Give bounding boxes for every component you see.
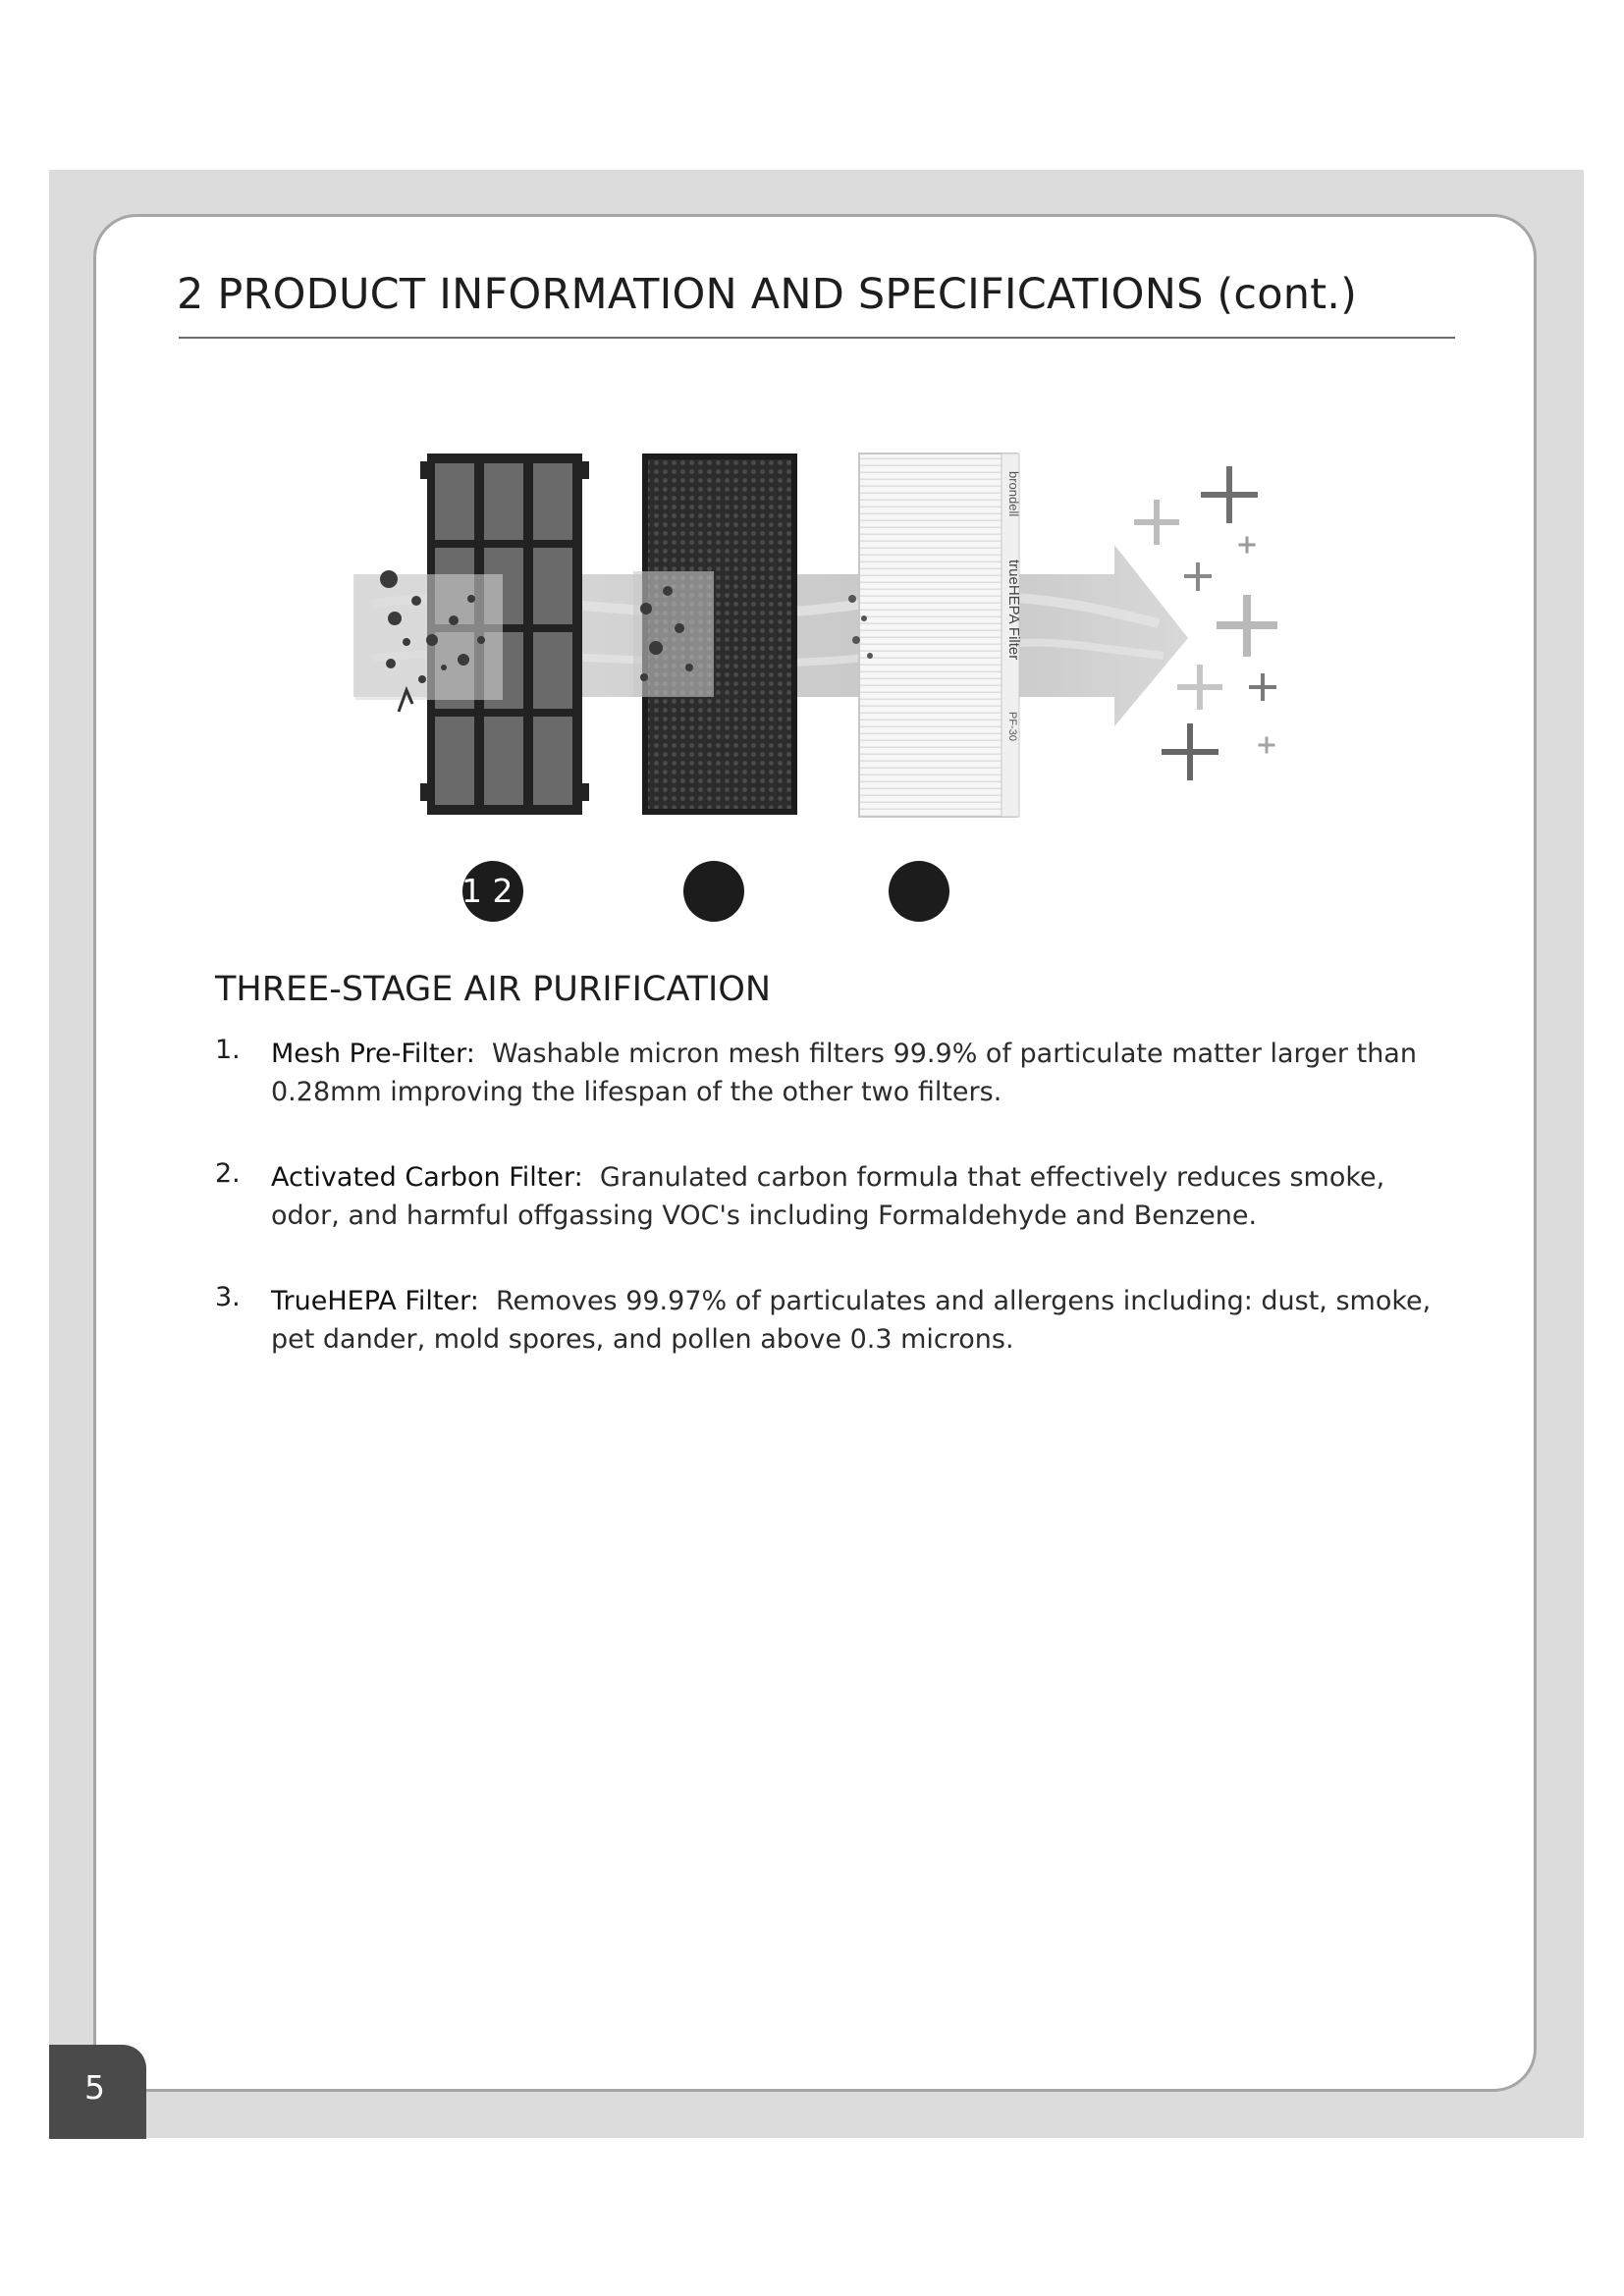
filter-stages-illustration <box>334 432 1306 933</box>
mesh-pre-filter-image <box>355 454 589 815</box>
filter-model-text: PF-30 <box>1006 712 1018 741</box>
stage-marker-label: 1 2 <box>461 872 514 910</box>
item-description: Washable micron mesh filters 99.9% of particulate matter larger than 0.28mm improving the lifespan of the other two filters. <box>271 1039 1417 1107</box>
page-title: 2 PRODUCT INFORMATION AND SPECIFICATIONS (cont.) <box>177 270 1358 319</box>
filter-brand-text: brondell <box>1006 471 1021 517</box>
title-divider <box>179 337 1455 339</box>
item-number: 2. <box>215 1158 241 1189</box>
page-number: 5 <box>84 2068 105 2107</box>
item-text <box>271 1158 1449 1235</box>
item-number: 3. <box>215 1282 241 1312</box>
section-heading: THREE-STAGE AIR PURIFICATION <box>215 970 772 1009</box>
item-term: TrueHEPA Filter: <box>271 1286 479 1316</box>
item-number: 1. <box>215 1035 241 1065</box>
item-text <box>271 1035 1449 1111</box>
stage-3-marker <box>889 861 949 922</box>
item-description: Removes 99.97% of particulates and allergens including: dust, smoke, pet dander, mold spores, and pollen above 0.3 microns. <box>271 1286 1432 1355</box>
item-term: Activated Carbon Filter: <box>271 1162 583 1193</box>
item-text <box>271 1282 1449 1359</box>
activated-carbon-filter-image <box>633 454 797 815</box>
filter-product-text: trueHEPA Filter <box>1005 560 1022 661</box>
stage-2-marker <box>683 861 744 922</box>
item-term: Mesh Pre-Filter: <box>271 1039 475 1069</box>
item-description: Granulated carbon formula that effectively reduces smoke, odor, and harmful offgassing VOC's including Formaldehyde and Benzene. <box>271 1162 1385 1231</box>
truehepa-filter-image <box>848 454 1022 817</box>
